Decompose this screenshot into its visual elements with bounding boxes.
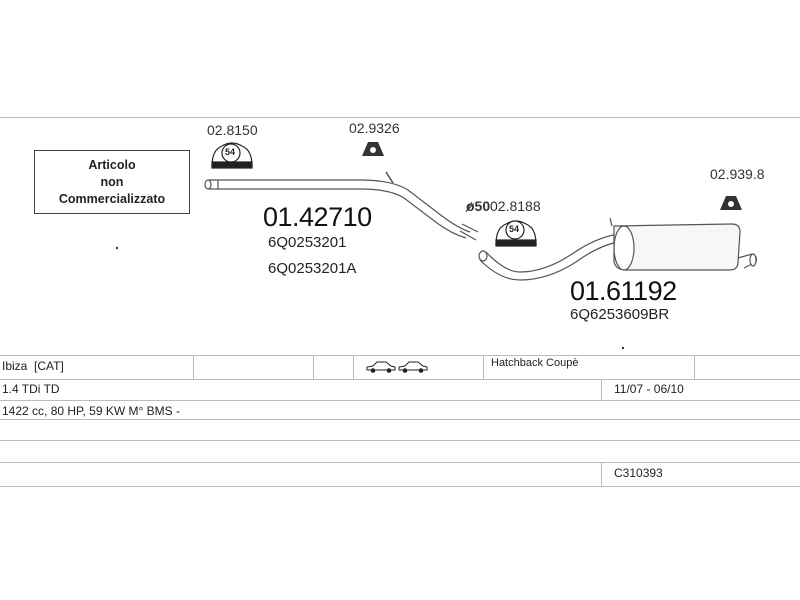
catalogue-code: C310393 [614,466,663,480]
rear-silencer-part-number: 01.61192 [570,276,677,306]
engine-specs: 1422 cc, 80 HP, 59 KW M° BMS - [2,404,180,418]
notice-line: non [100,175,124,189]
body-type: Hatchback Coupè [491,357,579,369]
front-pipe-part-number: 01.42710 [263,202,372,232]
car-icon [366,360,396,374]
vehicle-model: Ibiza [CAT] [2,359,64,373]
car-icon [398,360,428,374]
rear-silencer-oem-number: 6Q6253609BR [570,306,670,323]
production-period: 11/07 - 06/10 [614,382,684,396]
clamp-ref-label: 02.8188 [490,198,541,214]
hanger-ref-label: 02.939.8 [710,166,765,182]
clamp-size-badge: 54 [225,147,236,157]
front-pipe-oem-number: 6Q0253201 [268,234,347,251]
not-marketed-notice [34,150,190,214]
marker-dot [116,247,118,249]
clamp-ref-label: 02.8150 [207,122,258,138]
front-pipe-oem-number: 6Q0253201A [268,260,357,277]
rubber-hanger-icon [362,142,384,156]
hanger-ref-label: 02.9326 [349,120,400,136]
notice-line: Commercializzato [58,192,166,206]
clamp-size-badge: 54 [509,224,520,234]
rubber-hanger-icon [720,196,742,210]
engine-type: 1.4 TDi TD [2,382,60,396]
marker-dot [622,347,624,349]
diameter-label: ø50 [466,198,491,214]
notice-line: Articolo [88,158,136,172]
